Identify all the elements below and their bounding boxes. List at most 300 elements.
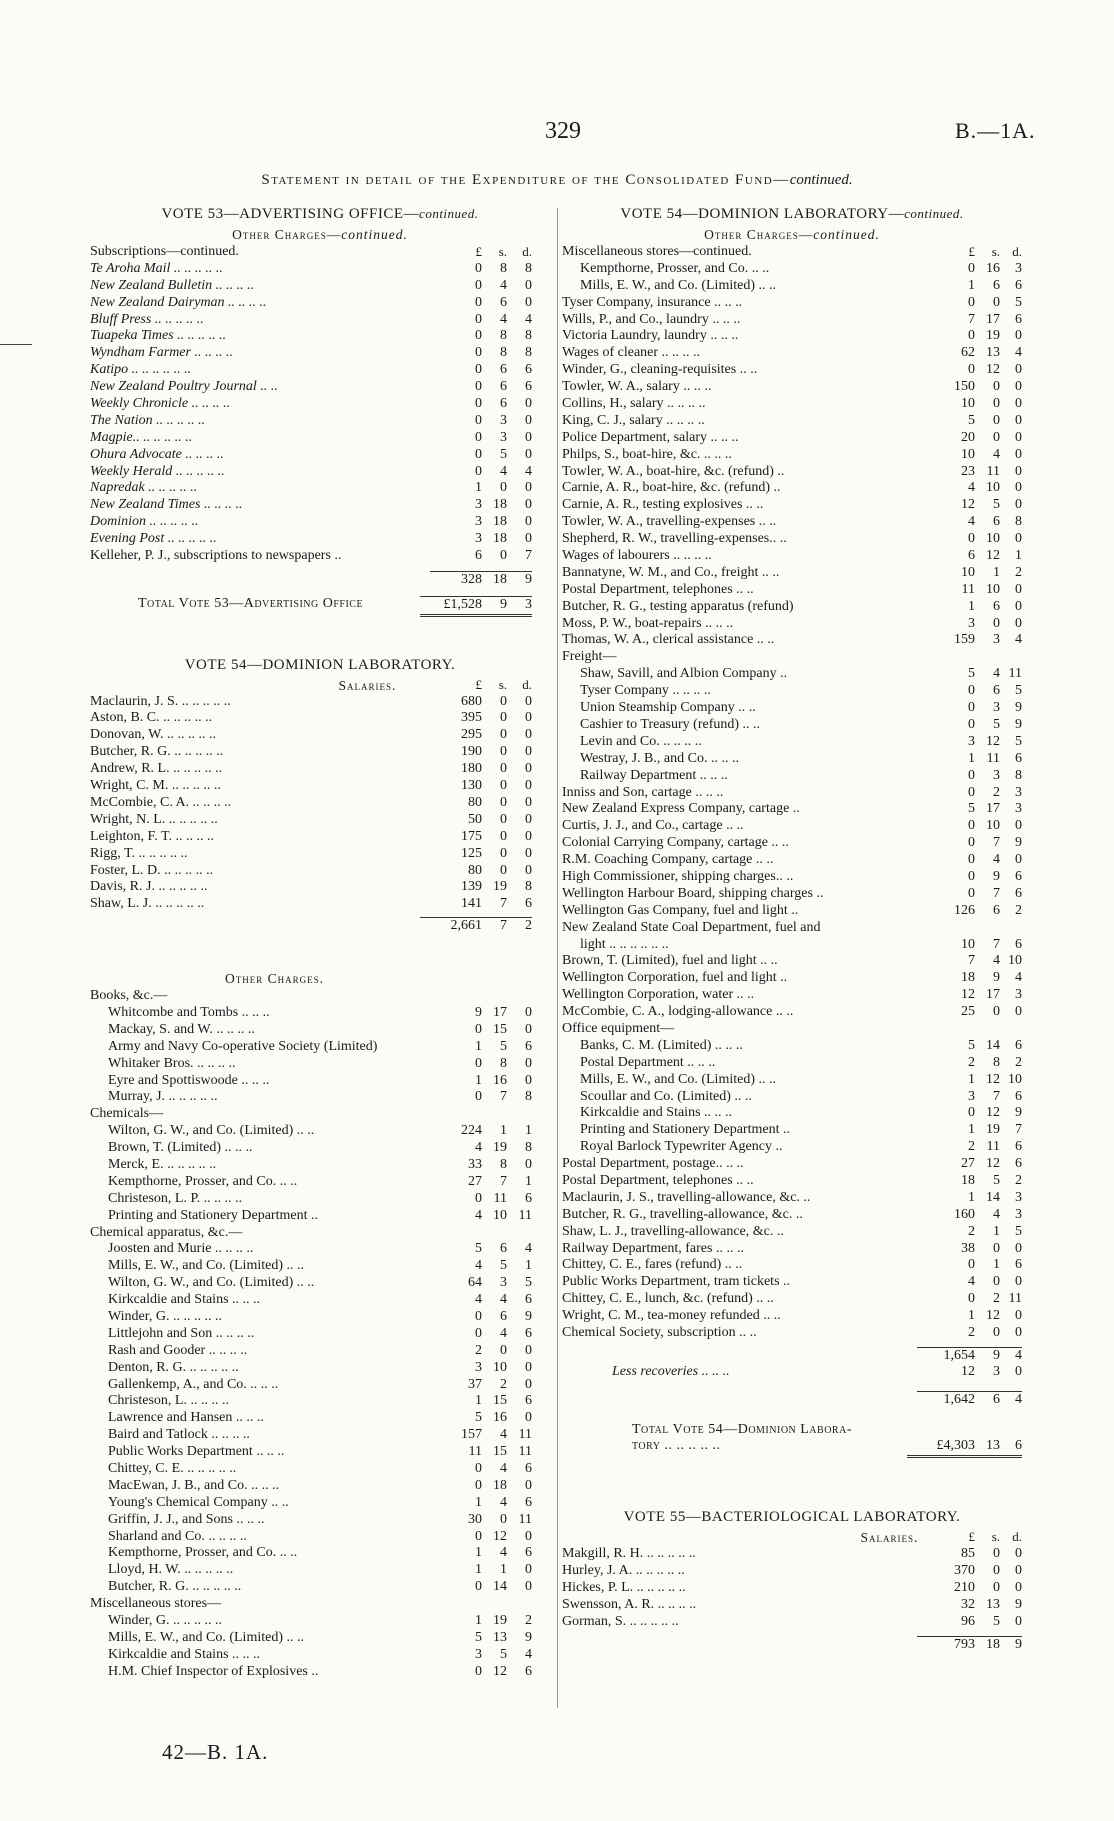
vote54-cont-list xyxy=(562,261,1022,1342)
row-amount-s: 4 xyxy=(500,463,507,479)
row-label: H.M. Chief Inspector of Explosives .. xyxy=(108,1663,319,1679)
table-row xyxy=(562,1614,1022,1631)
row-amount-d: 6 xyxy=(1015,277,1022,293)
row-label: Royal Barlock Typewriter Agency .. xyxy=(580,1139,783,1155)
row-label: Young's Chemical Company .. .. xyxy=(108,1494,289,1510)
row-label: Mills, E. W., and Co. (Limited) .. .. xyxy=(580,277,776,293)
row-label: Towler, W. A., travelling-expenses .. .. xyxy=(562,514,777,530)
row-amount-l: 64 xyxy=(468,1275,482,1291)
row-amount-l: 0 xyxy=(968,767,975,783)
row-amount-s: 0 xyxy=(500,778,507,794)
left-column xyxy=(90,204,550,1681)
row-amount-s: 0 xyxy=(993,1240,1000,1256)
table-row xyxy=(562,987,1022,1004)
row-amount-s: 0 xyxy=(500,862,507,878)
row-amount-l: 0 xyxy=(475,345,482,361)
row-amount-l: 0 xyxy=(968,1257,975,1273)
row-amount-l: 1 xyxy=(968,277,975,293)
row-amount-l: 4 xyxy=(968,480,975,496)
row-amount-s: 3 xyxy=(500,1275,507,1291)
row-label: Cashier to Treasury (refund) .. .. xyxy=(580,716,761,732)
table-row xyxy=(562,1089,1022,1106)
vote53-subhead: Other Charges—continued. xyxy=(232,227,408,242)
table-row xyxy=(90,1241,550,1258)
row-amount-d: 6 xyxy=(525,1325,532,1341)
row-amount-s: 7 xyxy=(500,896,507,912)
row-amount-s: 8 xyxy=(500,260,507,276)
row-amount-l: 12 xyxy=(961,987,975,1003)
row-amount-s: 6 xyxy=(500,362,507,378)
row-amount-s: 0 xyxy=(500,480,507,496)
row-amount-l: 30 xyxy=(468,1511,482,1527)
table-row xyxy=(562,480,1022,497)
row-label: Mackay, S. and W. .. .. .. .. xyxy=(108,1021,255,1037)
row-amount-l: 1 xyxy=(968,1122,975,1138)
table-row xyxy=(562,1190,1022,1207)
books-head: Books, &c.— xyxy=(90,988,168,1004)
row-amount-s: 15 xyxy=(493,1021,507,1037)
row-label: Wellington Gas Company, fuel and light .. xyxy=(562,902,799,918)
row-amount-s: 0 xyxy=(993,1004,1000,1020)
row-amount-d: 8 xyxy=(525,328,532,344)
row-amount-s: 4 xyxy=(993,666,1000,682)
table-row xyxy=(90,1174,550,1191)
row-amount-d: 1 xyxy=(525,1173,532,1189)
row-amount-d: 5 xyxy=(1015,1223,1022,1239)
row-label: Foster, L. D. .. .. .. .. .. xyxy=(90,862,214,878)
row-label: MacEwan, J. B., and Co. .. .. .. xyxy=(108,1477,280,1493)
row-label: Tuapeka Times .. .. .. .. .. xyxy=(90,328,227,344)
row-amount-d: 0 xyxy=(1015,463,1022,479)
row-amount-l: 130 xyxy=(461,778,482,794)
row-label: Dominion .. .. .. .. .. xyxy=(90,514,199,530)
row-amount-l: 190 xyxy=(461,744,482,760)
row-amount-s: 19 xyxy=(986,328,1000,344)
table-row xyxy=(90,497,550,514)
row-amount-s: 6 xyxy=(993,598,1000,614)
table-row xyxy=(90,531,550,548)
row-label: Davis, R. J. .. .. .. .. .. xyxy=(90,879,208,895)
row-amount-s: 4 xyxy=(500,1545,507,1561)
table-row xyxy=(562,1156,1022,1173)
row-amount-l: 0 xyxy=(968,531,975,547)
row-amount-s: 15 xyxy=(493,1393,507,1409)
row-amount-d: 8 xyxy=(1015,767,1022,783)
row-label: King, C. J., salary .. .. .. .. xyxy=(562,412,705,428)
row-amount-s: 0 xyxy=(500,761,507,777)
row-amount-s: 16 xyxy=(986,260,1000,276)
table-row xyxy=(90,846,550,863)
row-amount-l: 5 xyxy=(475,1629,482,1645)
row-amount-d: 8 xyxy=(525,260,532,276)
row-amount-d: 0 xyxy=(525,845,532,861)
vote53-subscriptions-list xyxy=(90,261,550,548)
row-label: Wages of labourers .. .. .. .. xyxy=(562,548,712,564)
row-amount-d: 0 xyxy=(525,794,532,810)
table-row xyxy=(90,1427,550,1444)
row-label: R.M. Coaching Company, cartage .. .. xyxy=(562,852,774,868)
row-label: Butcher, R. G., testing apparatus (refund) xyxy=(562,598,794,614)
row-amount-d: 0 xyxy=(525,294,532,310)
row-amount-d: 0 xyxy=(1015,412,1022,428)
table-row xyxy=(562,430,1022,447)
table-row xyxy=(562,937,1022,954)
row-amount-d: 0 xyxy=(1015,1308,1022,1324)
row-amount-s: 14 xyxy=(986,1037,1000,1053)
row-label: Winder, G. .. .. .. .. .. xyxy=(108,1613,222,1629)
row-label: Postal Department .. .. .. xyxy=(580,1054,716,1070)
row-amount-l: 1 xyxy=(475,1562,482,1578)
vote55-salaries-head: Salaries. £ s. d. xyxy=(860,1529,1022,1546)
row-amount-l: 5 xyxy=(968,1037,975,1053)
row-amount-s: 8 xyxy=(993,1054,1000,1070)
row-label: Shepherd, R. W., travelling-expenses.. .. xyxy=(562,531,787,547)
table-row xyxy=(562,1291,1022,1308)
row-label: Chittey, C. E., fares (refund) .. .. xyxy=(562,1257,743,1273)
row-label: Ohura Advocate .. .. .. .. xyxy=(90,446,224,462)
row-label: Westray, J. B., and Co. .. .. .. xyxy=(580,750,739,766)
row-amount-d: 0 xyxy=(1015,598,1022,614)
row-amount-s: 3 xyxy=(993,632,1000,648)
row-label: New Zealand Bulletin .. .. .. .. xyxy=(90,277,255,293)
row-amount-d: 0 xyxy=(1015,328,1022,344)
row-label: Winder, G. .. .. .. .. .. xyxy=(108,1308,222,1324)
row-amount-s: 3 xyxy=(500,412,507,428)
row-amount-s: 4 xyxy=(500,1427,507,1443)
row-amount-l: 85 xyxy=(961,1546,975,1562)
row-amount-s: 0 xyxy=(993,1325,1000,1340)
table-row xyxy=(90,1461,550,1478)
table-row xyxy=(90,1073,550,1090)
vote54-cont-column-head: Miscellaneous stores—continued. £ s. d. xyxy=(562,244,1022,259)
row-amount-d: 0 xyxy=(525,1376,532,1392)
row-label: Office equipment— xyxy=(562,1020,675,1036)
row-amount-s: 4 xyxy=(500,277,507,293)
row-amount-d: 0 xyxy=(525,1477,532,1493)
table-row xyxy=(562,345,1022,362)
row-label: Railway Department .. .. .. xyxy=(580,767,728,783)
row-amount-d: 0 xyxy=(1015,1613,1022,1629)
row-amount-s: 4 xyxy=(993,852,1000,868)
row-amount-d: 9 xyxy=(525,1629,532,1645)
table-row xyxy=(90,514,550,531)
row-amount-s: 12 xyxy=(986,362,1000,378)
row-amount-d: 0 xyxy=(1015,1325,1022,1340)
vote54-net-total: 1,642 6 4 xyxy=(562,1391,1022,1408)
table-row xyxy=(562,312,1022,329)
row-amount-d: 6 xyxy=(525,1545,532,1561)
row-amount-l: 0 xyxy=(968,716,975,732)
row-label: Mills, E. W., and Co. (Limited) .. .. xyxy=(580,1071,776,1087)
row-amount-s: 3 xyxy=(500,429,507,445)
row-amount-s: 11 xyxy=(986,463,1000,479)
row-label: New Zealand Express Company, cartage .. xyxy=(562,801,800,817)
row-amount-s: 5 xyxy=(500,1646,507,1662)
row-amount-d: 0 xyxy=(525,429,532,445)
table-row xyxy=(562,616,1022,633)
row-amount-l: 0 xyxy=(968,328,975,344)
table-row xyxy=(90,1630,550,1647)
row-amount-d: 3 xyxy=(1015,801,1022,817)
table-row xyxy=(562,1105,1022,1122)
row-label: Banks, C. M. (Limited) .. .. .. xyxy=(580,1037,743,1053)
row-amount-l: 1 xyxy=(475,1393,482,1409)
row-amount-s: 0 xyxy=(500,744,507,760)
row-amount-s: 15 xyxy=(493,1444,507,1460)
row-amount-d: 0 xyxy=(1015,446,1022,462)
row-amount-d: 0 xyxy=(525,497,532,513)
row-amount-l: 0 xyxy=(475,1461,482,1476)
row-amount-d: 0 xyxy=(525,1021,532,1037)
row-amount-d: 0 xyxy=(1015,396,1022,412)
row-amount-d: 0 xyxy=(525,727,532,743)
row-amount-d: 0 xyxy=(1015,615,1022,631)
row-amount-s: 6 xyxy=(500,294,507,310)
row-amount-d: 11 xyxy=(1008,666,1022,682)
row-label: Rigg, T. .. .. .. .. .. xyxy=(90,845,188,861)
vote54-total: tory .. .. .. .. .. £4,303 13 6 xyxy=(562,1438,1022,1455)
row-amount-d: 0 xyxy=(525,761,532,777)
row-amount-d: 3 xyxy=(1015,1189,1022,1205)
row-amount-d: 0 xyxy=(1015,1240,1022,1256)
row-label: Whitcombe and Tombs .. .. .. xyxy=(108,1004,270,1020)
table-row xyxy=(562,1241,1022,1258)
row-amount-l: 2 xyxy=(475,1342,482,1358)
table-row xyxy=(562,1325,1022,1342)
table-row xyxy=(90,261,550,278)
row-label: Wright, N. L. .. .. .. .. .. xyxy=(90,811,218,827)
row-amount-l: 3 xyxy=(475,1359,482,1375)
table-row xyxy=(562,295,1022,312)
statement-heading: Statement in detail of the Expenditure of the Consolidated Fund—continued. xyxy=(261,172,853,188)
table-row xyxy=(90,1377,550,1394)
row-amount-l: 159 xyxy=(954,632,975,648)
row-amount-s: 12 xyxy=(986,548,1000,564)
row-amount-d: 8 xyxy=(525,1089,532,1105)
row-amount-s: 19 xyxy=(493,879,507,895)
row-amount-s: 16 xyxy=(493,1410,507,1426)
row-amount-l: 10 xyxy=(961,446,975,462)
row-amount-l: 5 xyxy=(475,1410,482,1426)
row-amount-d: 4 xyxy=(525,463,532,479)
row-amount-s: 12 xyxy=(986,733,1000,749)
row-amount-l: 1 xyxy=(475,1072,482,1088)
chemicals-list xyxy=(90,1123,550,1224)
row-amount-l: 0 xyxy=(968,784,975,800)
books-list xyxy=(90,1005,550,1106)
table-row xyxy=(90,1562,550,1579)
row-amount-d: 6 xyxy=(525,1038,532,1054)
row-amount-d: 0 xyxy=(1015,1563,1022,1579)
row-amount-d: 6 xyxy=(1015,750,1022,766)
row-label: Levin and Co. .. .. .. .. xyxy=(580,733,702,749)
vote54-title: VOTE 54—DOMINION LABORATORY. xyxy=(184,656,456,673)
right-column xyxy=(562,204,1022,1653)
table-row xyxy=(562,1004,1022,1021)
row-label: Moss, P. W., boat-repairs .. .. .. xyxy=(562,615,734,631)
row-amount-l: 5 xyxy=(968,801,975,817)
table-row xyxy=(90,879,550,896)
row-amount-d: 0 xyxy=(525,1579,532,1595)
row-amount-s: 5 xyxy=(993,497,1000,513)
row-amount-l: 4 xyxy=(968,514,975,530)
row-amount-s: 14 xyxy=(493,1579,507,1595)
row-amount-d: 2 xyxy=(1015,902,1022,918)
vote54-salaries-total: 2,661 7 2 xyxy=(90,917,550,934)
row-amount-l: 2 xyxy=(968,1054,975,1070)
row-amount-l: 0 xyxy=(475,1528,482,1544)
row-amount-l: 38 xyxy=(961,1240,975,1256)
margin-mark xyxy=(0,344,32,345)
row-label: New Zealand Dairyman .. .. .. .. xyxy=(90,294,267,310)
row-amount-d: 3 xyxy=(1015,987,1022,1003)
row-amount-l: 3 xyxy=(475,1646,482,1662)
row-amount-d: 10 xyxy=(1008,1071,1022,1087)
row-amount-l: 12 xyxy=(961,497,975,513)
row-amount-l: 18 xyxy=(961,970,975,986)
vote53-column-head: Subscriptions—continued. £ s. d. xyxy=(90,244,532,259)
vote55-total: 793 18 9 xyxy=(562,1636,1022,1653)
row-amount-d: 0 xyxy=(1015,379,1022,395)
row-amount-d: 11 xyxy=(518,1511,532,1527)
table-row xyxy=(562,261,1022,278)
table-row xyxy=(90,1022,550,1039)
table-row xyxy=(90,1258,550,1275)
table-row xyxy=(90,1512,550,1529)
row-amount-d: 0 xyxy=(1015,497,1022,513)
row-amount-d: 0 xyxy=(1015,531,1022,547)
table-row xyxy=(562,953,1022,970)
row-label: Kempthorne, Prosser, and Co. .. .. xyxy=(108,1173,298,1189)
row-amount-s: 0 xyxy=(993,429,1000,445)
row-amount-s: 0 xyxy=(993,379,1000,395)
row-amount-s: 1 xyxy=(993,1223,1000,1239)
row-amount-d: 6 xyxy=(525,1393,532,1409)
row-amount-s: 4 xyxy=(500,1461,507,1476)
row-amount-d: 11 xyxy=(518,1207,532,1223)
row-amount-l: 0 xyxy=(968,852,975,868)
row-label: Andrew, R. L. .. .. .. .. .. xyxy=(90,761,223,777)
row-amount-s: 1 xyxy=(500,1562,507,1578)
table-row xyxy=(90,1039,550,1056)
row-amount-l: 395 xyxy=(461,710,482,726)
row-label: Butcher, R. G. .. .. .. .. .. xyxy=(90,744,224,760)
row-amount-s: 0 xyxy=(993,1580,1000,1596)
table-row xyxy=(90,1664,550,1681)
row-amount-d: 9 xyxy=(1015,1105,1022,1121)
row-amount-s: 0 xyxy=(500,845,507,861)
row-label: Christeson, L. P. .. .. .. .. xyxy=(108,1190,243,1206)
table-row xyxy=(562,869,1022,886)
row-amount-l: 23 xyxy=(961,463,975,479)
row-amount-s: 18 xyxy=(493,1477,507,1493)
row-label: Te Aroha Mail .. .. .. .. .. xyxy=(90,260,223,276)
table-row xyxy=(90,744,550,761)
page-footer: 42—B. 1A. xyxy=(162,1740,269,1764)
row-amount-s: 5 xyxy=(500,1258,507,1274)
table-row xyxy=(562,447,1022,464)
table-row xyxy=(90,1478,550,1495)
row-amount-s: 1 xyxy=(500,1123,507,1139)
table-row xyxy=(562,1580,1022,1597)
table-row xyxy=(90,328,550,345)
row-amount-d: 8 xyxy=(1015,514,1022,530)
table-row xyxy=(562,1072,1022,1089)
table-row xyxy=(90,1343,550,1360)
row-amount-l: 370 xyxy=(954,1563,975,1579)
row-amount-d: 0 xyxy=(1015,362,1022,378)
table-row xyxy=(562,379,1022,396)
row-amount-s: 5 xyxy=(500,446,507,462)
row-amount-d: 4 xyxy=(1015,970,1022,986)
row-amount-s: 6 xyxy=(500,1308,507,1324)
row-amount-s: 2 xyxy=(993,784,1000,800)
row-label: Tyser Company .. .. .. .. xyxy=(580,683,711,699)
row-label: Christeson, L. .. .. .. .. xyxy=(108,1393,229,1409)
row-amount-d: 0 xyxy=(525,862,532,878)
row-label: Evening Post .. .. .. .. .. xyxy=(90,531,217,547)
row-label: Police Department, salary .. .. .. xyxy=(562,429,739,445)
table-row xyxy=(562,1224,1022,1241)
row-amount-s: 10 xyxy=(986,531,1000,547)
row-label: Colonial Carrying Company, cartage .. .. xyxy=(562,835,789,851)
row-label: The Nation .. .. .. .. .. xyxy=(90,412,206,428)
row-label: High Commissioner, shipping charges.. .. xyxy=(562,868,794,884)
table-row xyxy=(90,778,550,795)
row-amount-d: 6 xyxy=(1015,936,1022,952)
row-label: Lloyd, H. W. .. .. .. .. .. xyxy=(108,1562,234,1578)
row-label: Postal Department, postage.. .. .. xyxy=(562,1156,744,1172)
row-amount-s: 8 xyxy=(500,1156,507,1172)
row-label: Denton, R. G. .. .. .. .. .. xyxy=(108,1359,239,1375)
row-amount-d: 0 xyxy=(1015,1580,1022,1596)
page-reference: B.—1A. xyxy=(955,118,1036,143)
row-amount-s: 0 xyxy=(500,1511,507,1527)
row-amount-d: 6 xyxy=(1015,311,1022,327)
row-amount-d: 0 xyxy=(525,1004,532,1020)
row-amount-d: 1 xyxy=(1015,548,1022,564)
row-amount-s: 0 xyxy=(500,811,507,827)
vote54-gross-total: 1,654 9 4 xyxy=(562,1347,1022,1364)
table-row xyxy=(562,835,1022,852)
table-row xyxy=(562,818,1022,835)
table-row xyxy=(562,970,1022,987)
row-amount-s: 11 xyxy=(493,1190,507,1206)
misc-stores-list xyxy=(90,1613,550,1681)
row-label: Wellington Harbour Board, shipping charges .. xyxy=(562,885,824,901)
row-amount-s: 5 xyxy=(993,716,1000,732)
row-label: Hickes, P. L. .. .. .. .. .. xyxy=(562,1580,686,1596)
row-label: Army and Navy Co-operative Society (Limited) xyxy=(108,1038,378,1054)
row-label: Kirkcaldie and Stains .. .. .. xyxy=(108,1646,261,1662)
table-row xyxy=(90,1529,550,1546)
row-amount-s: 14 xyxy=(986,1189,1000,1205)
table-row xyxy=(562,1546,1022,1563)
row-amount-d: 0 xyxy=(1015,852,1022,868)
row-amount-d: 10 xyxy=(1008,953,1022,969)
row-amount-d: 6 xyxy=(1015,1088,1022,1104)
row-amount-s: 0 xyxy=(993,1546,1000,1562)
row-label: Leighton, F. T. .. .. .. .. xyxy=(90,828,214,844)
row-label: Victoria Laundry, laundry .. .. .. xyxy=(562,328,739,344)
row-amount-l: 5 xyxy=(968,412,975,428)
row-label: Tyser Company, insurance .. .. .. xyxy=(562,294,743,310)
row-amount-s: 12 xyxy=(986,1156,1000,1172)
row-amount-l: 0 xyxy=(968,700,975,716)
row-amount-d: 0 xyxy=(525,693,532,709)
row-amount-s: 6 xyxy=(500,1241,507,1257)
row-amount-s: 13 xyxy=(986,1596,1000,1612)
